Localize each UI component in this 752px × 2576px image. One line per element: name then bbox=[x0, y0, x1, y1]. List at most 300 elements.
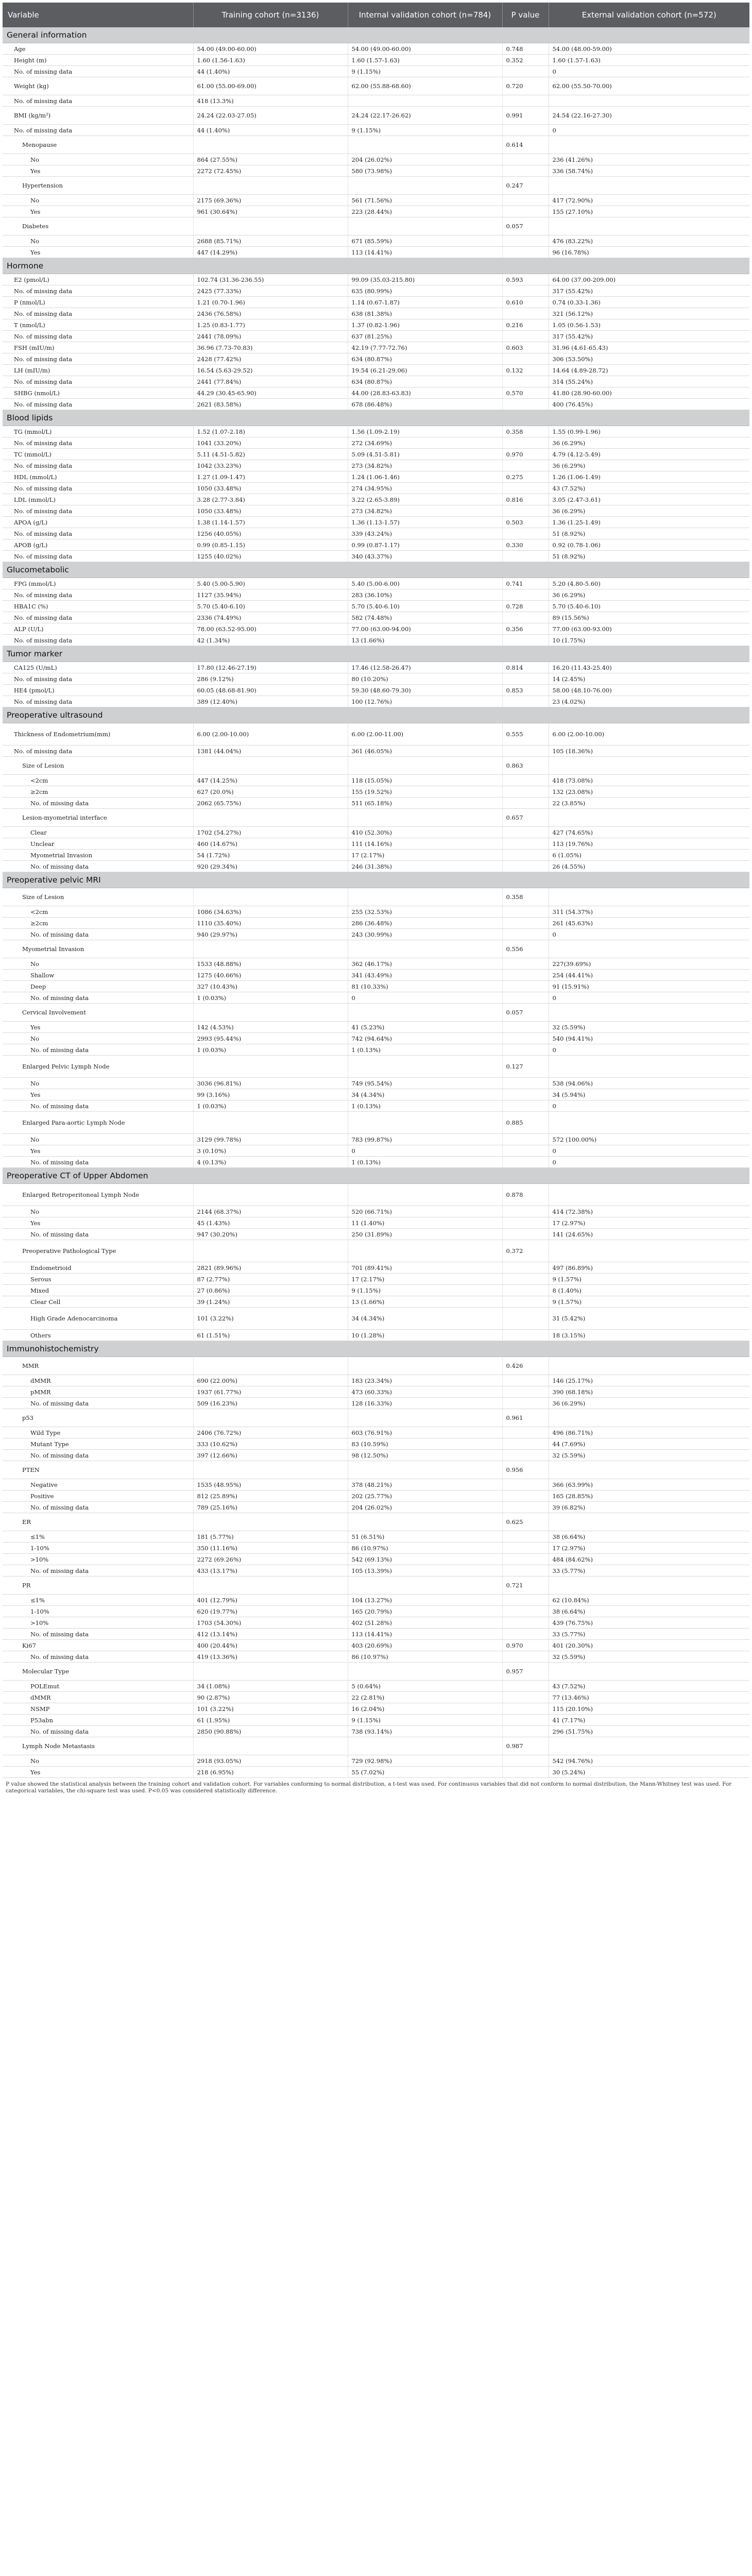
p-value-cell: 0.556 bbox=[502, 940, 549, 958]
variable-cell: P53abn bbox=[3, 1715, 193, 1726]
external-cell: 336 (58.74%) bbox=[549, 165, 749, 177]
external-cell: 439 (76.75%) bbox=[549, 1617, 749, 1629]
p-value-cell: 0.956 bbox=[502, 1461, 549, 1479]
training-cell: 1042 (33.23%) bbox=[193, 460, 348, 471]
table-row bbox=[3, 235, 749, 247]
external-cell: 0 bbox=[549, 125, 749, 136]
table-row bbox=[3, 1100, 749, 1112]
external-cell bbox=[549, 1056, 749, 1078]
p-value-cell bbox=[502, 918, 549, 929]
external-cell: 317 (55.42%) bbox=[549, 331, 749, 342]
variable-cell: ≥2cm bbox=[3, 918, 193, 929]
p-value-cell bbox=[502, 673, 549, 685]
table-row bbox=[3, 1617, 749, 1629]
internal-cell: 9 (1.15%) bbox=[348, 1285, 502, 1296]
p-value-cell: 0.814 bbox=[502, 662, 549, 673]
internal-cell: 13 (1.66%) bbox=[348, 1296, 502, 1308]
internal-cell: 473 (60.33%) bbox=[348, 1386, 502, 1398]
internal-cell: 16 (2.04%) bbox=[348, 1703, 502, 1715]
variable-cell: No. of missing data bbox=[3, 589, 193, 601]
internal-cell bbox=[348, 1240, 502, 1262]
section-header bbox=[3, 258, 749, 274]
table-row bbox=[3, 1134, 749, 1145]
variable-cell: No. of missing data bbox=[3, 505, 193, 517]
internal-cell: 80 (10.20%) bbox=[348, 673, 502, 685]
external-cell: 0 bbox=[549, 1044, 749, 1056]
internal-cell: 83 (10.59%) bbox=[348, 1438, 502, 1450]
table-row bbox=[3, 1606, 749, 1617]
training-cell: 2850 (90.88%) bbox=[193, 1726, 348, 1737]
internal-cell: 361 (46.05%) bbox=[348, 745, 502, 757]
p-value-cell: 0.721 bbox=[502, 1577, 549, 1595]
internal-cell: 0 bbox=[348, 992, 502, 1004]
internal-cell: 62.00 (55.88-68.60) bbox=[348, 77, 502, 95]
training-cell: 1.27 (1.09-1.47) bbox=[193, 471, 348, 483]
variable-cell: Yes bbox=[3, 1767, 193, 1778]
p-value-cell: 0.330 bbox=[502, 539, 549, 551]
variable-cell: ≥2cm bbox=[3, 786, 193, 798]
p-value-cell bbox=[502, 1217, 549, 1229]
table-row bbox=[3, 1663, 749, 1681]
external-cell: 14 (2.45%) bbox=[549, 673, 749, 685]
table-row bbox=[3, 1726, 749, 1737]
external-cell: 51 (8.92%) bbox=[549, 528, 749, 539]
external-cell: 10 (1.75%) bbox=[549, 635, 749, 646]
variable-cell: No. of missing data bbox=[3, 1565, 193, 1577]
training-cell: 1127 (35.94%) bbox=[193, 589, 348, 601]
table-row bbox=[3, 1330, 749, 1341]
training-cell: 2821 (89.96%) bbox=[193, 1262, 348, 1274]
training-cell: 2425 (77.33%) bbox=[193, 285, 348, 297]
external-cell: 96 (16.78%) bbox=[549, 247, 749, 258]
variable-cell: Yes bbox=[3, 247, 193, 258]
training-cell bbox=[193, 1461, 348, 1479]
training-cell: 401 (12.79%) bbox=[193, 1595, 348, 1606]
table-row bbox=[3, 775, 749, 786]
external-cell: 497 (86.89%) bbox=[549, 1262, 749, 1274]
internal-cell: 11 (1.40%) bbox=[348, 1217, 502, 1229]
external-cell: 77 (13.46%) bbox=[549, 1692, 749, 1703]
external-cell: 572 (100.00%) bbox=[549, 1134, 749, 1145]
external-cell: 390 (68.18%) bbox=[549, 1386, 749, 1398]
p-value-cell bbox=[502, 154, 549, 165]
table-row bbox=[3, 1145, 749, 1157]
variable-cell: Yes bbox=[3, 206, 193, 217]
internal-cell bbox=[348, 1737, 502, 1755]
variable-cell: No. of missing data bbox=[3, 376, 193, 387]
variable-cell: No. of missing data bbox=[3, 929, 193, 940]
variable-cell: Mutant Type bbox=[3, 1438, 193, 1450]
training-cell: 627 (20.0%) bbox=[193, 786, 348, 798]
external-cell: 0 bbox=[549, 66, 749, 77]
training-cell: 2993 (95.44%) bbox=[193, 1033, 348, 1044]
internal-cell: 113 (14.41%) bbox=[348, 247, 502, 258]
table-row bbox=[3, 505, 749, 517]
table-row bbox=[3, 929, 749, 940]
external-cell: 496 (86.71%) bbox=[549, 1427, 749, 1438]
p-value-cell bbox=[502, 247, 549, 258]
external-cell: 0 bbox=[549, 929, 749, 940]
table-row bbox=[3, 612, 749, 623]
external-cell: 1.55 (0.99-1.96) bbox=[549, 426, 749, 437]
training-cell: 1.21 (0.70-1.96) bbox=[193, 297, 348, 308]
internal-cell bbox=[348, 940, 502, 958]
external-cell: 542 (94.76%) bbox=[549, 1755, 749, 1767]
table-row bbox=[3, 1450, 749, 1461]
variable-cell: LDL (mmol/L) bbox=[3, 494, 193, 505]
internal-cell: 362 (46.17%) bbox=[348, 958, 502, 970]
p-value-cell bbox=[502, 1715, 549, 1726]
variable-cell: High Grade Adenocarcinoma bbox=[3, 1308, 193, 1330]
p-value-cell: 0.057 bbox=[502, 217, 549, 235]
training-cell: 5.70 (5.40-6.10) bbox=[193, 601, 348, 612]
table-row bbox=[3, 578, 749, 589]
p-value-cell: 0.610 bbox=[502, 297, 549, 308]
table-row bbox=[3, 1285, 749, 1296]
table-row bbox=[3, 1767, 749, 1778]
internal-cell bbox=[348, 1056, 502, 1078]
p-value-cell: 0.247 bbox=[502, 177, 549, 195]
internal-cell: 9 (1.15%) bbox=[348, 66, 502, 77]
table-row bbox=[3, 1184, 749, 1206]
training-cell: 78.00 (63.52-95.00) bbox=[193, 623, 348, 635]
variable-cell: <2cm bbox=[3, 906, 193, 918]
external-cell: 51 (8.92%) bbox=[549, 551, 749, 562]
table-row bbox=[3, 1577, 749, 1595]
p-value-cell bbox=[502, 798, 549, 809]
p-value-cell bbox=[502, 483, 549, 494]
training-cell: 1381 (44.04%) bbox=[193, 745, 348, 757]
training-cell: 1 (0.03%) bbox=[193, 992, 348, 1004]
table-row bbox=[3, 827, 749, 838]
training-cell: 44 (1.40%) bbox=[193, 125, 348, 136]
training-cell bbox=[193, 757, 348, 775]
training-cell: 1.25 (0.83-1.77) bbox=[193, 319, 348, 331]
p-value-cell bbox=[502, 838, 549, 850]
training-cell: 2436 (76.58%) bbox=[193, 308, 348, 319]
variable-cell: No. of missing data bbox=[3, 1100, 193, 1112]
p-value-cell: 0.657 bbox=[502, 809, 549, 827]
variable-cell: ER bbox=[3, 1513, 193, 1531]
p-value-cell: 0.503 bbox=[502, 517, 549, 528]
p-value-cell bbox=[502, 551, 549, 562]
internal-cell: 511 (65.18%) bbox=[348, 798, 502, 809]
p-value-cell bbox=[502, 505, 549, 517]
training-cell: 1937 (61.77%) bbox=[193, 1386, 348, 1398]
training-cell: 947 (30.20%) bbox=[193, 1229, 348, 1240]
training-cell: 0.99 (0.85-1.15) bbox=[193, 539, 348, 551]
variable-cell: TG (mmol/L) bbox=[3, 426, 193, 437]
training-cell: 940 (29.97%) bbox=[193, 929, 348, 940]
training-cell: 6.00 (2.00-10.00) bbox=[193, 723, 348, 745]
table-row bbox=[3, 55, 749, 66]
training-cell: 102.74 (31.36-236.55) bbox=[193, 274, 348, 285]
internal-cell: 111 (14.16%) bbox=[348, 838, 502, 850]
table-row bbox=[3, 906, 749, 918]
variable-cell: 1-10% bbox=[3, 1606, 193, 1617]
variable-cell: Myometrial Invasion bbox=[3, 940, 193, 958]
external-cell: 115 (20.10%) bbox=[549, 1703, 749, 1715]
table-row bbox=[3, 528, 749, 539]
p-value-cell bbox=[502, 929, 549, 940]
external-cell: 236 (41.26%) bbox=[549, 154, 749, 165]
p-value-cell: 0.957 bbox=[502, 1663, 549, 1681]
training-cell: 812 (25.89%) bbox=[193, 1490, 348, 1502]
variable-cell: NSMP bbox=[3, 1703, 193, 1715]
training-cell: 1255 (40.02%) bbox=[193, 551, 348, 562]
external-cell bbox=[549, 1461, 749, 1479]
training-cell: 1275 (40.66%) bbox=[193, 970, 348, 981]
variable-cell: No bbox=[3, 195, 193, 206]
table-row bbox=[3, 798, 749, 809]
training-cell bbox=[193, 1737, 348, 1755]
external-cell: 6.00 (2.00-10.00) bbox=[549, 723, 749, 745]
table-row bbox=[3, 1022, 749, 1033]
internal-cell bbox=[348, 1004, 502, 1022]
external-cell: 538 (94.06%) bbox=[549, 1078, 749, 1089]
section-title: Hormone bbox=[3, 258, 749, 274]
p-value-cell bbox=[502, 285, 549, 297]
external-cell: 417 (72.90%) bbox=[549, 195, 749, 206]
variable-cell: No. of missing data bbox=[3, 1398, 193, 1409]
external-cell: 0 bbox=[549, 1100, 749, 1112]
variable-cell: No. of missing data bbox=[3, 66, 193, 77]
p-value-cell bbox=[502, 1427, 549, 1438]
table-row bbox=[3, 757, 749, 775]
variable-cell: Yes bbox=[3, 1089, 193, 1100]
training-cell: 418 (13.3%) bbox=[193, 95, 348, 107]
variable-cell: ≤1% bbox=[3, 1531, 193, 1543]
external-cell: 427 (74.65%) bbox=[549, 827, 749, 838]
variable-cell: Size of Lesion bbox=[3, 757, 193, 775]
internal-cell: 9 (1.15%) bbox=[348, 1715, 502, 1726]
external-cell: 43 (7.52%) bbox=[549, 483, 749, 494]
p-value-cell bbox=[502, 1089, 549, 1100]
external-cell: 9 (1.57%) bbox=[549, 1274, 749, 1285]
training-cell: 2336 (74.49%) bbox=[193, 612, 348, 623]
training-cell: 447 (14.25%) bbox=[193, 775, 348, 786]
internal-cell: 341 (43.49%) bbox=[348, 970, 502, 981]
external-cell: 54.00 (48.00-59.00) bbox=[549, 43, 749, 55]
external-cell: 36 (6.29%) bbox=[549, 589, 749, 601]
p-value-cell bbox=[502, 1078, 549, 1089]
p-value-cell bbox=[502, 1229, 549, 1240]
variable-cell: APOA (g/L) bbox=[3, 517, 193, 528]
header-p-value: P value bbox=[502, 3, 549, 27]
external-cell: 113 (19.76%) bbox=[549, 838, 749, 850]
external-cell: 0.74 (0.33-1.36) bbox=[549, 297, 749, 308]
internal-cell bbox=[348, 95, 502, 107]
internal-cell: 0 bbox=[348, 1145, 502, 1157]
external-cell: 62.00 (55.50-70.00) bbox=[549, 77, 749, 95]
variable-cell: 1-10% bbox=[3, 1543, 193, 1554]
p-value-cell: 0.970 bbox=[502, 1640, 549, 1651]
table-row bbox=[3, 437, 749, 449]
p-value-cell bbox=[502, 460, 549, 471]
variable-cell: pMMR bbox=[3, 1386, 193, 1398]
header-internal: Internal validation cohort (n=784) bbox=[348, 3, 502, 27]
table-row bbox=[3, 723, 749, 745]
table-row bbox=[3, 274, 749, 285]
variable-cell: FPG (mmol/L) bbox=[3, 578, 193, 589]
table-row bbox=[3, 838, 749, 850]
external-cell: 89 (15.56%) bbox=[549, 612, 749, 623]
internal-cell: 6.00 (2.00-11.00) bbox=[348, 723, 502, 745]
table-row bbox=[3, 319, 749, 331]
internal-cell: 17 (2.17%) bbox=[348, 1274, 502, 1285]
internal-cell: 283 (36.10%) bbox=[348, 589, 502, 601]
internal-cell: 1.36 (1.13-1.57) bbox=[348, 517, 502, 528]
training-cell: 1.52 (1.07-2.18) bbox=[193, 426, 348, 437]
variable-cell: BMI (kg/m²) bbox=[3, 107, 193, 125]
header-external: External validation cohort (n=572) bbox=[549, 3, 749, 27]
p-value-cell: 0.987 bbox=[502, 1737, 549, 1755]
internal-cell: 378 (48.21%) bbox=[348, 1479, 502, 1490]
table-header bbox=[3, 3, 749, 27]
table-row bbox=[3, 1703, 749, 1715]
external-cell: 62 (10.84%) bbox=[549, 1595, 749, 1606]
internal-cell: 729 (92.98%) bbox=[348, 1755, 502, 1767]
table-row bbox=[3, 1715, 749, 1726]
table-row bbox=[3, 1004, 749, 1022]
variable-cell: Yes bbox=[3, 1022, 193, 1033]
section-header bbox=[3, 1341, 749, 1357]
internal-cell: 183 (23.34%) bbox=[348, 1375, 502, 1386]
internal-cell: 17 (2.17%) bbox=[348, 850, 502, 861]
training-cell: 45 (1.43%) bbox=[193, 1217, 348, 1229]
variable-cell: LH (mIU/m) bbox=[3, 365, 193, 376]
table-row bbox=[3, 353, 749, 365]
variable-cell: No bbox=[3, 154, 193, 165]
external-cell: 26 (4.55%) bbox=[549, 861, 749, 872]
p-value-cell: 0.853 bbox=[502, 685, 549, 696]
internal-cell: 635 (80.99%) bbox=[348, 285, 502, 297]
section-title: Glucometabolic bbox=[3, 562, 749, 578]
p-value-cell bbox=[502, 1606, 549, 1617]
table-row bbox=[3, 940, 749, 958]
variable-cell: No. of missing data bbox=[3, 1651, 193, 1663]
external-cell: 5.70 (5.40-6.10) bbox=[549, 601, 749, 612]
variable-cell: Lymph Node Metastasis bbox=[3, 1737, 193, 1755]
variable-cell: HBA1C (%) bbox=[3, 601, 193, 612]
external-cell: 36 (6.29%) bbox=[549, 1398, 749, 1409]
p-value-cell: 0.961 bbox=[502, 1409, 549, 1427]
p-value-cell bbox=[502, 1157, 549, 1168]
variable-cell: Height (m) bbox=[3, 55, 193, 66]
variable-cell: PR bbox=[3, 1577, 193, 1595]
internal-cell bbox=[348, 217, 502, 235]
training-cell: 350 (11.16%) bbox=[193, 1543, 348, 1554]
training-cell: 1.38 (1.14-1.57) bbox=[193, 517, 348, 528]
section-title: Preoperative pelvic MRI bbox=[3, 872, 749, 888]
internal-cell: 204 (26.02%) bbox=[348, 1502, 502, 1513]
internal-cell: 17.46 (12.58-26.47) bbox=[348, 662, 502, 673]
internal-cell: 250 (31.89%) bbox=[348, 1229, 502, 1240]
external-cell bbox=[549, 940, 749, 958]
training-cell: 460 (14.67%) bbox=[193, 838, 348, 850]
table-row bbox=[3, 1357, 749, 1375]
internal-cell: 273 (34.82%) bbox=[348, 460, 502, 471]
table-row bbox=[3, 247, 749, 258]
variable-cell: APOB (g/L) bbox=[3, 539, 193, 551]
p-value-cell bbox=[502, 786, 549, 798]
external-cell: 366 (63.99%) bbox=[549, 1479, 749, 1490]
table-row bbox=[3, 1398, 749, 1409]
variable-cell: HE4 (pmol/L) bbox=[3, 685, 193, 696]
training-cell: 17.80 (12.46-27.19) bbox=[193, 662, 348, 673]
variable-cell: Diabetes bbox=[3, 217, 193, 235]
training-cell: 1533 (48.88%) bbox=[193, 958, 348, 970]
external-cell bbox=[549, 1184, 749, 1206]
p-value-cell bbox=[502, 1206, 549, 1217]
training-cell bbox=[193, 177, 348, 195]
table-row bbox=[3, 861, 749, 872]
section-title: Preoperative CT of Upper Abdomen bbox=[3, 1168, 749, 1184]
table-row bbox=[3, 1629, 749, 1640]
external-cell: 1.26 (1.06-1.49) bbox=[549, 471, 749, 483]
external-cell bbox=[549, 1240, 749, 1262]
table-row bbox=[3, 387, 749, 399]
table-row bbox=[3, 1651, 749, 1663]
training-cell bbox=[193, 1409, 348, 1427]
variable-cell: Molecular Type bbox=[3, 1663, 193, 1681]
training-cell: 2441 (78.09%) bbox=[193, 331, 348, 342]
table-row bbox=[3, 471, 749, 483]
internal-cell: 105 (13.39%) bbox=[348, 1565, 502, 1577]
training-cell: 1086 (34.63%) bbox=[193, 906, 348, 918]
table-row bbox=[3, 673, 749, 685]
p-value-cell bbox=[502, 331, 549, 342]
p-value-cell: 0.358 bbox=[502, 888, 549, 906]
p-value-cell: 0.741 bbox=[502, 578, 549, 589]
p-value-cell: 0.863 bbox=[502, 757, 549, 775]
p-value-cell: 0.358 bbox=[502, 426, 549, 437]
p-value-cell bbox=[502, 66, 549, 77]
p-value-cell bbox=[502, 1617, 549, 1629]
table-row bbox=[3, 107, 749, 125]
external-cell: 254 (44.41%) bbox=[549, 970, 749, 981]
internal-cell: 634 (80.87%) bbox=[348, 376, 502, 387]
external-cell: 41.80 (28.90-60.00) bbox=[549, 387, 749, 399]
training-cell bbox=[193, 217, 348, 235]
internal-cell: 13 (1.66%) bbox=[348, 635, 502, 646]
p-value-cell: 0.275 bbox=[502, 471, 549, 483]
external-cell: 77.00 (63.00-93.00) bbox=[549, 623, 749, 635]
variable-cell: TC (mmol/L) bbox=[3, 449, 193, 460]
training-cell: 3036 (96.81%) bbox=[193, 1078, 348, 1089]
variable-cell: No. of missing data bbox=[3, 1157, 193, 1168]
internal-cell bbox=[348, 1357, 502, 1375]
internal-cell: 286 (36.48%) bbox=[348, 918, 502, 929]
internal-cell: 678 (86.48%) bbox=[348, 399, 502, 410]
training-cell: 90 (2.87%) bbox=[193, 1692, 348, 1703]
table-row bbox=[3, 662, 749, 673]
external-cell: 105 (18.36%) bbox=[549, 745, 749, 757]
table-row bbox=[3, 786, 749, 798]
p-value-cell bbox=[502, 399, 549, 410]
internal-cell: 42.19 (7.77-72.76) bbox=[348, 342, 502, 353]
internal-cell: 410 (52.30%) bbox=[348, 827, 502, 838]
external-cell: 401 (20.30%) bbox=[549, 1640, 749, 1651]
variable-cell: No. of missing data bbox=[3, 635, 193, 646]
p-value-cell: 0.720 bbox=[502, 77, 549, 95]
external-cell: 141 (24.65%) bbox=[549, 1229, 749, 1240]
p-value-cell bbox=[502, 1629, 549, 1640]
internal-cell: 5.40 (5.00-6.00) bbox=[348, 578, 502, 589]
training-cell bbox=[193, 1004, 348, 1022]
variable-cell: No. of missing data bbox=[3, 696, 193, 707]
external-cell: 1.05 (0.56-1.53) bbox=[549, 319, 749, 331]
